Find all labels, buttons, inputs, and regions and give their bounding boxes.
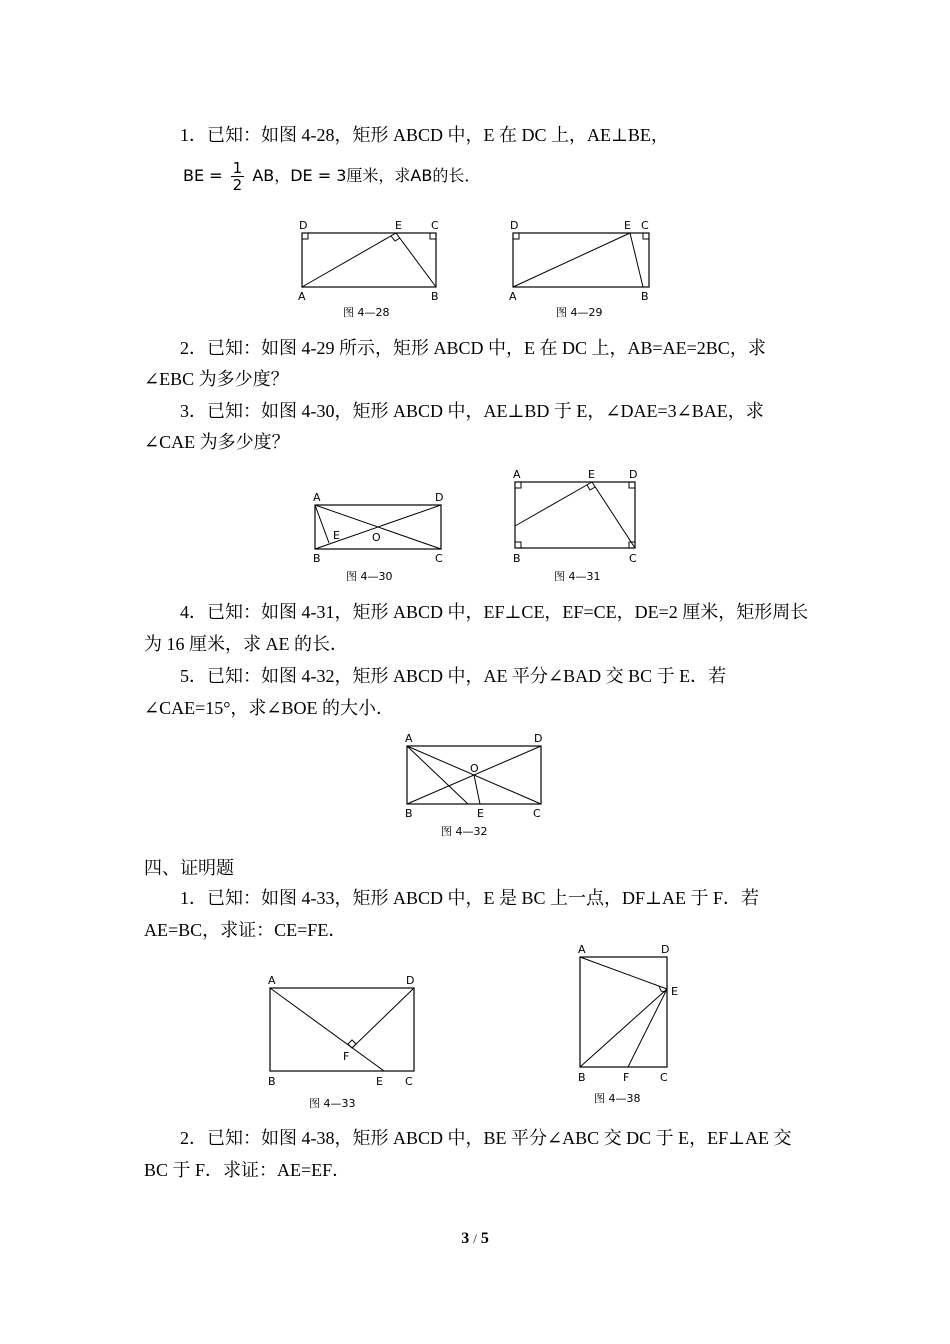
label-d: D (510, 219, 519, 232)
right-angle-c (643, 233, 649, 239)
figure-4-33-svg (264, 972, 424, 1117)
problem-2-line-1: 2．已知：如图 4-29 所示，矩形 ABCD 中，E 在 DC 上，AB=AE=2BC，求 (180, 338, 766, 358)
caption: 图 4—32 (441, 825, 488, 838)
figure-4-31-svg (508, 466, 648, 586)
fraction-denominator: 2 (232, 176, 243, 194)
label-b: B (641, 290, 649, 303)
label-c: C (660, 1071, 668, 1084)
label-d: D (629, 468, 638, 481)
right-angle-d (629, 482, 635, 488)
proof-2-line-2: BC 于 F．求证：AE=EF． (144, 1160, 351, 1180)
right-angle-c (430, 233, 436, 239)
label-d: D (435, 491, 444, 504)
problem-4-line-2: 为 16 厘米，求 AE 的长． (144, 634, 348, 654)
label-f: F (343, 1050, 350, 1063)
rect-abcd (513, 233, 649, 287)
label-b: B (513, 552, 521, 565)
segment-fe (515, 482, 592, 526)
label-e: E (376, 1075, 383, 1088)
caption: 图 4—30 (346, 570, 393, 583)
label-a: A (268, 974, 276, 987)
label-a: A (513, 468, 521, 481)
segment-ec (592, 482, 635, 548)
segment-ae (513, 233, 630, 287)
label-a: A (298, 290, 306, 303)
proof-2-line-1: 2．已知：如图 4-38，矩形 ABCD 中，BE 平分∠ABC 交 DC 于 E，EF⊥AE 交 (180, 1128, 792, 1148)
label-b: B (268, 1075, 276, 1088)
problem-4-line-1: 4．已知：如图 4-31，矩形 ABCD 中，EF⊥CE，EF=CE，DE=2 厘米，矩形周长 (180, 602, 809, 622)
caption: 图 4—33 (309, 1097, 356, 1110)
problem-2-line-2: ∠EBC 为多少度？ (144, 369, 289, 389)
figure-4-29 (506, 218, 656, 323)
total-pages: 5 (480, 1230, 489, 1247)
label-e: E (588, 468, 595, 481)
right-angle-d (302, 233, 308, 239)
label-o: O (470, 762, 479, 775)
label-f: F (623, 1071, 630, 1084)
caption: 图 4—28 (343, 306, 390, 319)
label-a: A (405, 732, 413, 745)
section-4-heading: 四、证明题 (144, 858, 234, 878)
problem-5-line-1: 5．已知：如图 4-32，矩形 ABCD 中，AE 平分∠BAD 交 BC 于 E．若 (180, 666, 727, 686)
label-c: C (405, 1075, 413, 1088)
label-d: D (534, 732, 543, 745)
label-b: B (405, 807, 413, 820)
segment-ae (302, 233, 396, 287)
right-angle-a (515, 482, 521, 488)
problem-1-line-2 (183, 160, 480, 193)
page-number (0, 1230, 950, 1248)
figure-4-32 (400, 731, 550, 843)
problem-1-lhs: BE = (183, 166, 223, 185)
figure-4-28 (295, 218, 445, 323)
figure-4-38-svg (573, 945, 693, 1110)
proof-1-line-1: 1．已知：如图 4-33，矩形 ABCD 中，E 是 BC 上一点，DF⊥AE 于 F．若 (180, 888, 759, 908)
segment-ae (580, 957, 667, 989)
fraction-numerator: 1 (232, 159, 243, 177)
problem-3-line-1: 3．已知：如图 4-30，矩形 ABCD 中，AE⊥BD 于 E，∠DAE=3∠BAE，求 (180, 401, 764, 421)
label-c: C (533, 807, 541, 820)
figure-4-32-svg (400, 731, 550, 843)
right-angle-e (587, 485, 595, 490)
label-e: E (624, 219, 631, 232)
rect-abcd (270, 988, 414, 1071)
figure-4-29-svg (506, 218, 656, 323)
label-c: C (641, 219, 649, 232)
segment-ae (270, 988, 384, 1071)
label-d: D (406, 974, 415, 987)
figure-4-31 (508, 466, 648, 586)
fraction-one-half (231, 160, 245, 193)
figure-4-30-svg (308, 489, 453, 584)
right-angle-f (348, 1040, 356, 1048)
page-separator: / (473, 1231, 477, 1246)
proof-1-line-2: AE=BC，求证：CE=FE． (144, 920, 347, 940)
label-d: D (661, 943, 670, 956)
label-e: E (477, 807, 484, 820)
problem-3-line-2: ∠CAE 为多少度？ (144, 432, 290, 452)
figure-4-28-svg (295, 218, 445, 323)
figure-4-33 (264, 972, 424, 1117)
label-a: A (509, 290, 517, 303)
current-page: 3 (461, 1230, 470, 1247)
label-c: C (629, 552, 637, 565)
label-b: B (578, 1071, 586, 1084)
problem-5-line-2: ∠CAE=15°，求∠BOE 的大小． (144, 698, 395, 718)
caption: 图 4—29 (556, 306, 603, 319)
figure-4-30 (308, 489, 453, 584)
segment-be (396, 233, 436, 287)
caption: 图 4—38 (594, 1092, 641, 1105)
segment-df (352, 988, 414, 1048)
right-angle-b (515, 542, 521, 548)
label-e: E (671, 985, 678, 998)
label-b: B (431, 290, 439, 303)
label-c: C (431, 219, 439, 232)
label-d: D (299, 219, 308, 232)
label-c: C (435, 552, 443, 565)
figure-4-38 (573, 945, 693, 1110)
caption: 图 4—31 (554, 570, 601, 583)
right-angle-d (513, 233, 519, 239)
problem-1-line-1: 1．已知：如图 4-28，矩形 ABCD 中，E 在 DC 上，AE⊥BE， (180, 125, 669, 145)
label-a: A (313, 491, 321, 504)
label-e: E (395, 219, 402, 232)
segment-eb (630, 233, 643, 287)
segment-ae (315, 505, 329, 543)
label-b: B (313, 552, 321, 565)
segment-ef (628, 989, 667, 1067)
segment-ae (407, 746, 468, 804)
label-e: E (333, 529, 340, 542)
segment-be (580, 989, 667, 1067)
label-o: O (372, 531, 381, 544)
label-a: A (578, 943, 586, 956)
problem-1-rest: AB，DE = 3厘米，求AB的长． (252, 166, 481, 185)
segment-oe (474, 775, 480, 804)
